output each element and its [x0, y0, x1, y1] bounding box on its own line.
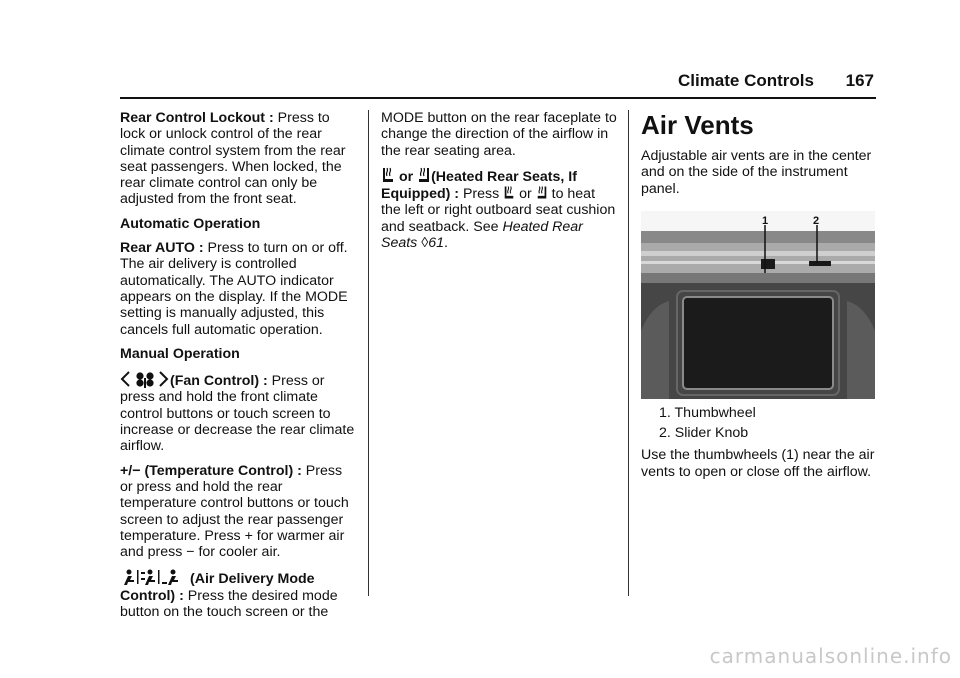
heated-seats-paragraph: or (Heated Rear Seats, If Equipped) : Press or to heat the left or right outboard seat cushion and seatback. See Heated Rear Seats ◊61. [381, 168, 616, 252]
press-word: Press [459, 186, 504, 203]
manual-operation-title: Manual Operation [120, 345, 240, 362]
temperature-control-label: +/− (Temperature Control) : [120, 462, 302, 479]
or-word: or [395, 168, 418, 185]
temperature-control-paragraph [120, 463, 356, 561]
caption-item-slider-knob: 2. Slider Knob [659, 425, 749, 442]
rear-auto-text: Press to turn on or off. The air delivery is controlled automatically. The AUTO indicator appears on the display. If the MODE setting is manually adjusted, this cancels full automatic operation. [120, 240, 348, 338]
column-3 [641, 110, 875, 488]
thumbwheel-paragraph: Use the thumbwheels (1) near the air vents to open or close off the airflow. [641, 447, 875, 480]
figure-callout-1: 1 [762, 214, 769, 227]
heated-seat-right-small-icon [536, 185, 548, 200]
heated-seat-right-icon [417, 167, 431, 183]
manual-operation-heading [120, 346, 356, 362]
rear-lockout-label: Rear Control Lockout : [120, 110, 274, 126]
rear-auto-paragraph [120, 240, 356, 338]
temperature-control-text: Press or press and hold the rear temperature control buttons or touch screen to adjust the rear passenger temperature. Press + for warmer air and press − for cooler air. [120, 462, 349, 561]
fan-control-label: (Fan Control) : [170, 373, 268, 390]
header-rule [120, 97, 876, 99]
page-ref-arrow-icon: ◊ [421, 235, 429, 252]
fan-control-icon [120, 370, 170, 388]
heated-seat-left-icon [381, 167, 395, 183]
heated-seats-label: (Heated Rear Seats, If Equipped) : [381, 168, 577, 203]
instrument-panel-illustration [641, 211, 875, 399]
rear-auto-label: Rear AUTO : [120, 240, 204, 257]
xref-page-number[interactable]: 61 [428, 235, 445, 252]
rear-lockout-paragraph [120, 110, 356, 208]
air-vents-figure [641, 211, 875, 399]
mode-continued-text: MODE button on the rear faceplate to change the direction of the airflow in the rear seating area. [381, 110, 617, 159]
fan-control-text: Press or press and hold the front climate control buttons or touch screen to increase or decrease the rear climate airflow. [120, 373, 355, 455]
page-header [120, 71, 876, 97]
rear-lockout-text: Press to lock or unlock control of the rear climate control system from the rear seat passengers. When locked, the rear climate control can only be adjusted from the front seat. [120, 110, 346, 208]
air-vents-intro: Adjustable air vents are in the center and on the side of the instrument panel. [641, 148, 872, 197]
column-1 [120, 110, 356, 628]
page-number: 167 [845, 71, 874, 90]
mode-continued-paragraph [381, 110, 617, 159]
column-divider-2 [628, 110, 629, 596]
air-vents-heading: Air Vents [641, 110, 754, 140]
heated-seats-text: to heat the left or right outboard seat cushion and seatback. See [381, 186, 616, 235]
watermark: carmanualsonline.info [709, 644, 952, 668]
automatic-operation-heading [120, 216, 356, 232]
period: . [444, 235, 448, 252]
column-divider-1 [368, 110, 369, 596]
heated-seat-left-small-icon [503, 185, 515, 200]
figure-callout-2: 2 [813, 214, 820, 227]
air-delivery-mode-icon [120, 568, 190, 586]
fan-control-paragraph [120, 370, 356, 454]
air-delivery-label: (Air Delivery Mode Control) : [120, 571, 315, 604]
caption-item-thumbwheel: 1. Thumbwheel [659, 404, 756, 421]
column-2 [381, 110, 617, 259]
automatic-operation-title: Automatic Operation [120, 215, 261, 232]
air-delivery-paragraph [120, 568, 356, 620]
figure-caption [659, 405, 875, 442]
air-delivery-text: Press the desired mode button on the touch screen or the [120, 587, 338, 621]
section-title: Climate Controls [677, 71, 814, 90]
heated-rear-seats-link[interactable]: Heated Rear Seats [381, 218, 583, 252]
